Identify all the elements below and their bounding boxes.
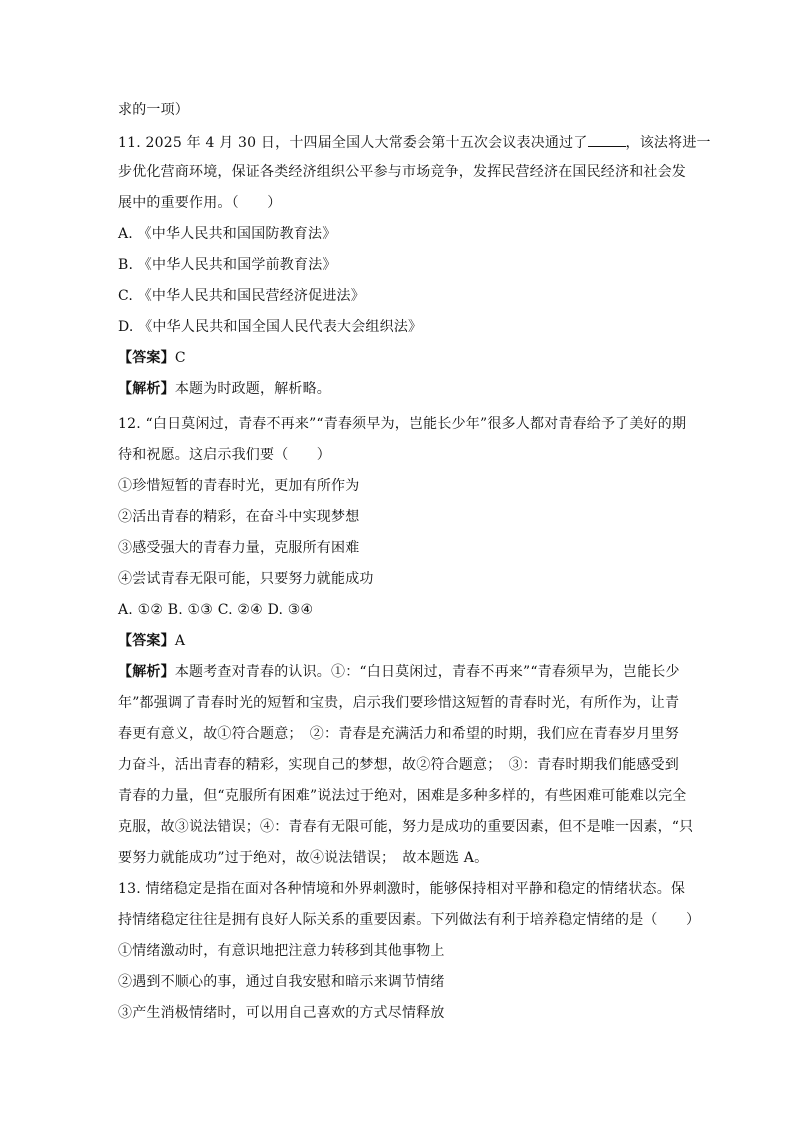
option-d: D. 《中华人民共和国全国人民代表大会组织法》: [118, 319, 423, 335]
text-line: 展中的重要作用。（ ）: [118, 195, 282, 211]
statement-1: ①珍惜短暂的青春时光，更加有所作为: [118, 478, 360, 494]
statement-2: ②遇到不顺心的事，通过自我安慰和暗示来调节情绪: [118, 974, 445, 990]
text-line: 要努力就能成功”过于绝对，故④说法错误； 故本题选 A。: [118, 850, 489, 866]
question-13-line: 13. 情绪稳定是指在面对各种情境和外界刺激时，能够保持相对平静和稳定的情绪状态。保: [118, 881, 686, 897]
statement-3: ③感受强大的青春力量，克服所有困难: [118, 540, 360, 556]
text-line: 求的一项）: [118, 102, 189, 118]
answer-line: [118, 632, 684, 650]
analysis-line: [118, 663, 684, 681]
statement-3: ③产生消极情绪时，可以用自己喜欢的方式尽情释放: [118, 1005, 445, 1021]
option-b: B. 《中华人民共和国学前教育法》: [118, 257, 337, 273]
analysis-label: 【解析】: [118, 381, 175, 397]
statement-2: ②活出青春的精彩，在奋斗中实现梦想: [118, 509, 360, 525]
analysis-text: 本题考查对青春的认识。①：“白日莫闲过，青春不再来”“青春须早为，岂能长少: [174, 664, 680, 680]
answer-value: A: [174, 633, 186, 649]
text-line: 步优化营商环境，保证各类经济组织公平参与市场竞争，发挥民营经济在国民经济和社会发: [118, 164, 686, 180]
analysis-label: 【解析】: [118, 664, 175, 680]
statement-1: ①情绪激动时，有意识地把注意力转移到其他事物上: [118, 943, 445, 959]
text-line: 持情绪稳定往往是拥有良好人际关系的重要因素。下列做法有利于培养稳定情绪的是（ ）: [118, 912, 701, 928]
question-11-line: [118, 132, 711, 152]
question-11-text-end: ，该法将进一: [625, 135, 711, 151]
option-a: A. 《中华人民共和国国防教育法》: [118, 226, 337, 242]
analysis-text: 本题为时政题，解析略。: [174, 381, 332, 397]
text-line: 待和祝愿。这启示我们要（ ）: [118, 447, 331, 463]
answer-line: [118, 349, 684, 367]
answer-label: 【答案】: [118, 633, 175, 649]
answer-value: C: [174, 350, 186, 366]
question-11-text: 11. 2025 年 4 月 30 日，十四届全国人大常委会第十五次会议表决通过了: [118, 135, 588, 151]
text-line: 克服，故③说法错误；④：青春有无限可能，努力是成功的重要因素，但不是唯一因素，“只: [118, 819, 694, 835]
analysis-line: [118, 380, 684, 398]
text-line: 年”都强调了青春时光的短暂和宝贵，启示我们要珍惜这短暂的青春时光，有所作为，让青: [118, 695, 680, 711]
answer-label: 【答案】: [118, 350, 175, 366]
answer-blank: [588, 132, 626, 147]
text-line: 青春的力量，但“克服所有困难”说法过于绝对，困难是多种多样的，有些困难可能难以完全: [118, 788, 687, 804]
option-c: C. 《中华人民共和国民营经济促进法》: [118, 288, 365, 304]
question-12-line: 12. “白日莫闲过，青春不再来”“青春须早为，岂能长少年”很多人都对青春给予了美好的期: [118, 416, 687, 432]
text-line: 力奋斗，活出青春的精彩，实现自己的梦想，故②符合题意； ③：青春时期我们能感受到: [118, 757, 679, 773]
text-line: 春更有意义，故①符合题意； ②：青春是充满活力和希望的时期，我们应在青春岁月里努: [118, 726, 679, 742]
options-line: A. ①② B. ①③ C. ②④ D. ③④: [118, 602, 314, 618]
statement-4: ④尝试青春无限可能，只要努力就能成功: [118, 571, 374, 587]
